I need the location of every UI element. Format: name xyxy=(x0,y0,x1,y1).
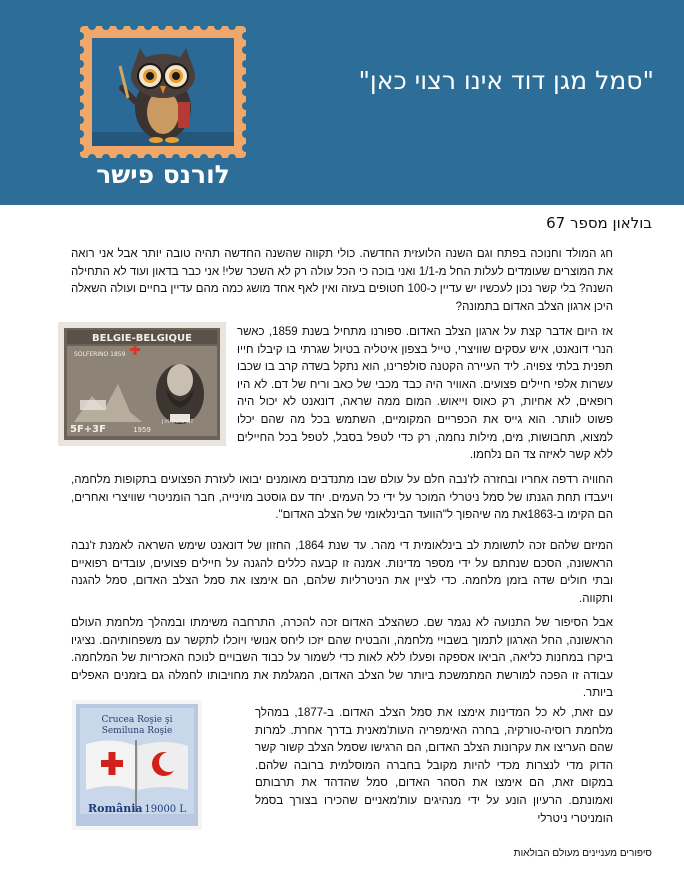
paragraph-geneva-committee: החוויה רדפה אחריו ובחזרה לז'נבה חלם על עולם שבו מתנדבים מאומנים יבואו לעזרת הפצועים בתקופות מלחמה, ויעבדו תחת הגנתו של סמל ניטרלי המוכר על ידי כל העמים. יחד עם גוסטב מוינייה, חבר הומניטרי שוויצרי ואחרים, הם הקימו ב-1863את מה שיהפוך ל"הוועד הבינלאומי של הצלב האדום". xyxy=(71,474,613,522)
belgium-stamp-caption: SOLFERINO 1859 xyxy=(74,351,126,358)
romania-stamp-country: România xyxy=(88,802,143,815)
belgium-stamp-signature: J.H. DUNANT xyxy=(162,419,194,425)
header-banner xyxy=(0,0,684,205)
footer-text: סיפורים מעניינים מעולם הבולאות xyxy=(513,848,652,859)
paragraph-red-crescent: עם זאת, לא כל המדינות אימצו את סמל הצלב האדום. ב-1877, במהלך מלחמת רוסיה-טורקיה, בחרה האימפריה העות'מאנית בדרך אחרת. למרות שהם העריצו את עקרונות הצלב האדום, הם הרגישו שסמל הצלב קשור קשר הדוק מדי לנצרות מכדי להיות מקובל בחברה המוסלמית ברובה שלהם. במקום זאת, הם אימצו את הסהר האדום, סמל שהדהד את תרבותם ואמונתם. הרעיון הונע על ידי מנהיגים עות'מאניים שהכירו בצורך בסמל הומניטרי ניטרלי xyxy=(255,707,614,825)
paragraph-dunant: אז היום אדבר קצת על ארגון הצלב האדום. ספורנו מתחיל בשנת 1859, כאשר הנרי דונאנט, איש עסקים שוויצרי, טייל בצפון איטליה בטיול שגרתי בו קיבלו חייו תפנית בלתי צפויה. ליד העיירה הקטנה סולפרינו, הוא נתקל בשדה קרב בו שכבו עשרות אלפי חיילים פצועים. האוויר היה כבד מכבי של כאב וריח של דם. לא היו רופאים, לא אחיות, רק כאוס וייאוש. המום ממה שראה, דונאנט לא יכול היה פשוט לוותר. הוא גייס את הכפריים המקומיים, השתמש בכל מה שהם יכלו למצוא, תחבושות, מים, מילות נחמה, רק כדי לטפל בסבל, לטפל בכל החיילים ללא קשר לאיזה צד הם נלחמו. xyxy=(237,326,613,462)
paragraph-geneva-convention: המיזם שלהם זכה לתשומת לב בינלאומית די מהר. עד שנת 1864, החזון של דונאנט שימש השראה לאמנת ז'נבה הראשונה, הסכם שנחתם על ידי מספר מדינות. אמנה זו קבעה כללים להגנה על חיילים פצועים, עובדים רפואיים ובתי חולים שדה בזמן מלחמה. כדי לציין את הניטרליות שלהם, הם אימצו את סמל הצלב האדום, סמל להגנה ותקווה. xyxy=(71,540,614,605)
author-name: לורנס פישר xyxy=(96,160,230,189)
belgium-stamp-year: 1959 xyxy=(133,426,151,434)
paragraph-world-war: אבל הסיפור של התנועה לא נגמר שם. כשהצלב האדום זכה להכרה, התרחבה משימתו ובמהלך מלחמת העולם הראשונה, החל הארגון לתמוך בשבויי מלחמה, והבטיח שהם יזכו ליחס אנושי ויוכלו לתקשר עם משפחותיהם. נציגיו ביקרו במחנות כליאה, הביאו אספקה ופעלו ללא לאות כדי לשמור על כבוד השבויים לנוכח האכזריות של המלחמה. עבודה זו הפכה למורשת המתמשכת ביותר של הצלב האדום, המגלמת את מחויבותו לחמלה גם בזמנים האפלים ביותר. xyxy=(71,617,613,700)
page-title: "סמל מגן דוד אינו רצוי כאן" xyxy=(358,66,654,95)
romania-stamp-value: 19000 L xyxy=(144,804,186,815)
romania-stamp-line2: Semiluna Roşie xyxy=(101,726,173,736)
owl-stamp-logo xyxy=(80,26,246,158)
romania-stamp-line1: Crucea Roşie şi xyxy=(101,715,173,725)
belgium-stamp-image xyxy=(58,322,226,446)
romania-stamp-image xyxy=(72,700,202,830)
belgium-stamp-country: BELGIE-BELGIQUE xyxy=(92,333,192,344)
bulletin-number: בולאון מספר 67 xyxy=(546,214,652,232)
belgium-stamp-value: 5F+3F xyxy=(70,424,106,435)
paragraph-intro: חג המולד וחנוכה בפתח וגם השנה הלועזית החדשה. כולי תקווה שהשנה החדשה תהיה טובה יותר אבל אני רואה את המוצרים שעומדים לעלות החל מ-1/1 ואני בוכה כי הכל עולה רק לא השכר שלי! אני כבר בדאון ועוד לא התחילה השנה? בלי קשר נכון לעכשיו יש עדיין כ-100 חטופים בעזה ואין לאף אחד מושג כמה מהם עדיין בחיים ועולה השאלה היכן ארגון הצלב האדום בתמונה? xyxy=(71,248,613,313)
